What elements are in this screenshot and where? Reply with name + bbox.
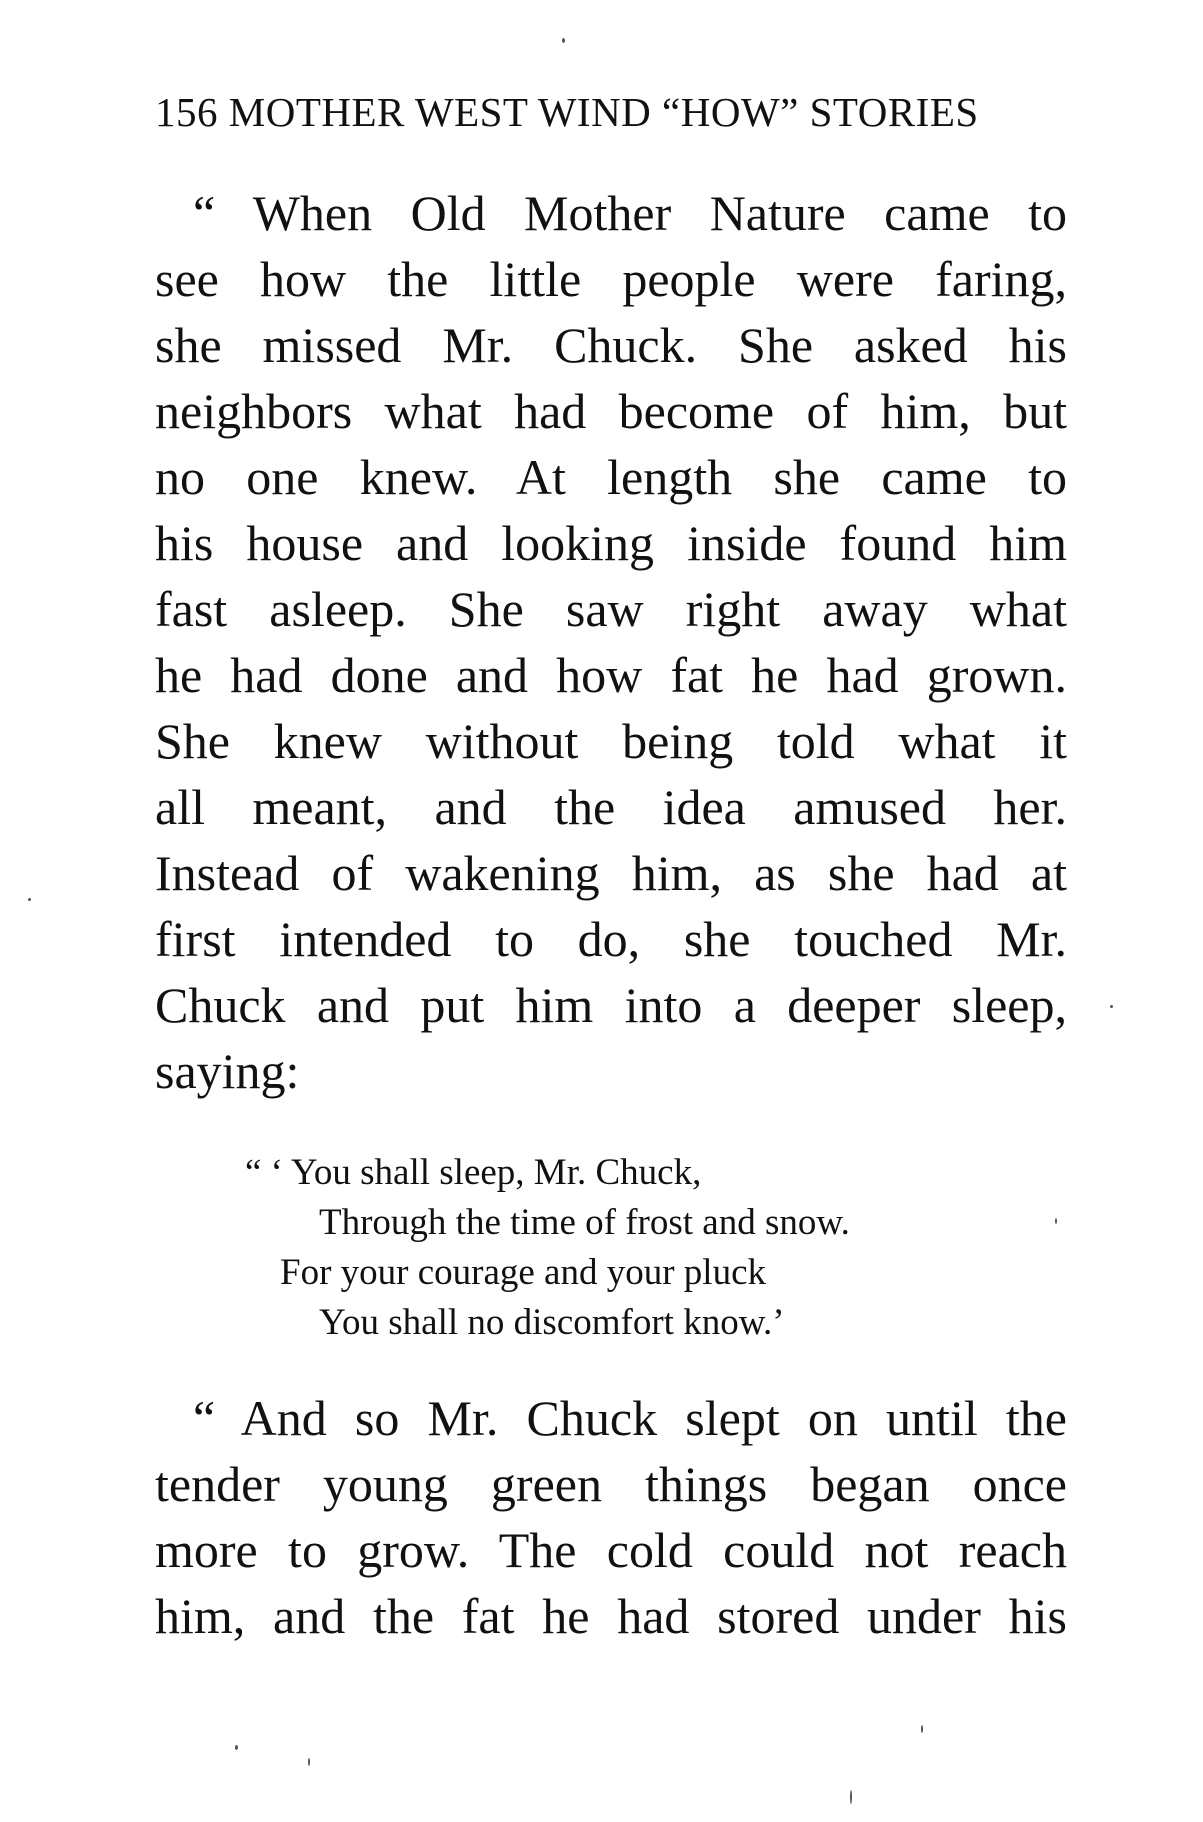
scan-speck: [1055, 1218, 1057, 1224]
text-line: all meant, and the idea amused her.: [155, 779, 1067, 835]
text-line: Chuck and put him into a deeper sleep,: [155, 977, 1067, 1033]
paragraph-2: [155, 1385, 1067, 1649]
text-line: “ When Old Mother Nature came to: [193, 185, 1067, 241]
paragraph-1: [155, 180, 1067, 1104]
verse-block: [245, 1148, 1045, 1348]
text-line: see how the little people were faring,: [155, 251, 1067, 307]
verse-line: For your courage and your pluck: [280, 1252, 767, 1293]
text-line: “ And so Mr. Chuck slept on until the: [193, 1390, 1067, 1446]
text-line: saying:: [155, 1043, 300, 1099]
text-line: she missed Mr. Chuck. She asked his: [155, 317, 1067, 373]
text-line: tender young green things began once: [155, 1456, 1067, 1512]
scan-speck: [235, 1745, 238, 1750]
text-line: him, and the fat he had stored under his: [155, 1588, 1067, 1644]
running-head: 156 MOTHER WEST WIND “HOW” STORIES: [155, 89, 979, 135]
text-line: Instead of wakening him, as she had at: [155, 845, 1067, 901]
scan-speck: [921, 1725, 923, 1733]
text-line: no one knew. At length she came to: [155, 449, 1067, 505]
text-line: She knew without being told what it: [155, 713, 1067, 769]
text-line: he had done and how fat he had grown.: [155, 647, 1067, 703]
verse-line: You shall no discomfort know.’: [319, 1302, 785, 1343]
scan-speck: [850, 1790, 852, 1804]
scan-speck: [308, 1758, 310, 1766]
scan-speck: [28, 898, 31, 901]
text-line: his house and looking inside found him: [155, 515, 1067, 571]
scan-speck: [562, 38, 565, 43]
text-line: neighbors what had become of him, but: [155, 383, 1067, 439]
verse-line: Through the time of frost and snow.: [319, 1202, 850, 1243]
scan-speck: [1110, 1005, 1113, 1008]
text-line: fast asleep. She saw right away what: [155, 581, 1067, 637]
verse-line: “ ‘ You shall sleep, Mr. Chuck,: [245, 1152, 702, 1193]
text-line: first intended to do, she touched Mr.: [155, 911, 1067, 967]
text-line: more to grow. The cold could not reach: [155, 1522, 1067, 1578]
